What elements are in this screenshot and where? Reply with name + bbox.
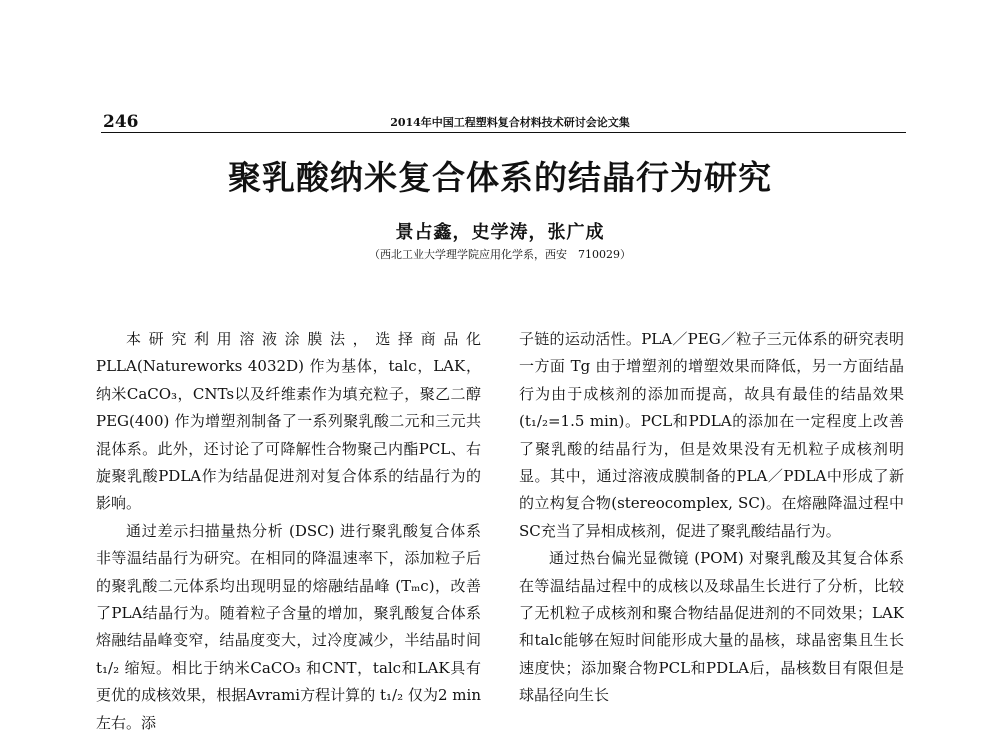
paragraph: 通过差示扫描量热分析 (DSC) 进行聚乳酸复合体系非等温结晶行为研究。在相同的降温速率下，添加粒子后的聚乳酸二元体系均出现明显的熔融结晶峰 (Tₘc)，改善了PLA结晶行为。随着粒子含量的增加，聚乳酸复合体系熔融结晶峰变窄，结晶度变大，过冷度减少，半结晶时间 t₁/₂ 缩短。相比于纳米CaCO₃ 和CNT，talc和LAK具有更优的成核效果，根据Avrami方程计算的 t₁/₂ 仅为2 min左右。添 <box>96 521 481 732</box>
right-column <box>519 326 904 735</box>
left-column <box>96 326 481 735</box>
paper-title: 聚乳酸纳米复合体系的结晶行为研究 <box>228 158 772 197</box>
paragraph: 通过热台偏光显微镜 (POM) 对聚乳酸及其复合体系在等温结晶过程中的成核以及球晶生长进行了分析，比较了无机粒子成核剂和聚合物结晶促进剂的不同效果；LAK和talc能够在短时间能形成大量的晶核，球晶密集且生长速度快；添加聚合物PCL和PDLA后，晶核数目有限但是球晶径向生长 <box>519 549 904 705</box>
paragraph-continued: 子链的运动活性。PLA／PEG／粒子三元体系的研究表明一方面 Tg 由于增塑剂的增塑效果而降低，另一方面结晶行为由于成核剂的添加而提高，故具有最佳的结晶效果 (t₁/₂=1.5 min)。PCL和PDLA的添加在一定程度上改善了聚乳酸的结晶行为，但是效果没有无机粒子成核剂明显。其中，通过溶液成膜制备的PLA／PDLA中形成了新的立构复合物(stereocomplex, SC)。在熔融降温过程中SC充当了异相成核剂，促进了聚乳酸结晶行为。 <box>519 330 904 540</box>
page-number: 246 <box>103 112 139 132</box>
running-header: 2014年中国工程塑料复合材料技术研讨会论文集 <box>390 116 630 129</box>
paragraph: 本研究利用溶液涂膜法，选择商品化PLLA(Natureworks 4032D) 作为基体，talc，LAK，纳米CaCO₃，CNTs以及纤维素作为填充粒子，聚乙二醇PEG(400) 作为增塑剂制备了一系列聚乳酸二元和三元共混体系。此外，还讨论了可降解性合物聚己内酯PCL、右旋聚乳酸PDLA作为结晶促进剂对复合体系的结晶行为的影响。 <box>96 330 481 513</box>
header-rule <box>101 132 906 133</box>
affiliation: （西北工业大学理学院应用化学系，西安 710029） <box>369 248 631 261</box>
authors: 景占鑫，史学涛，张广成 <box>395 222 605 243</box>
